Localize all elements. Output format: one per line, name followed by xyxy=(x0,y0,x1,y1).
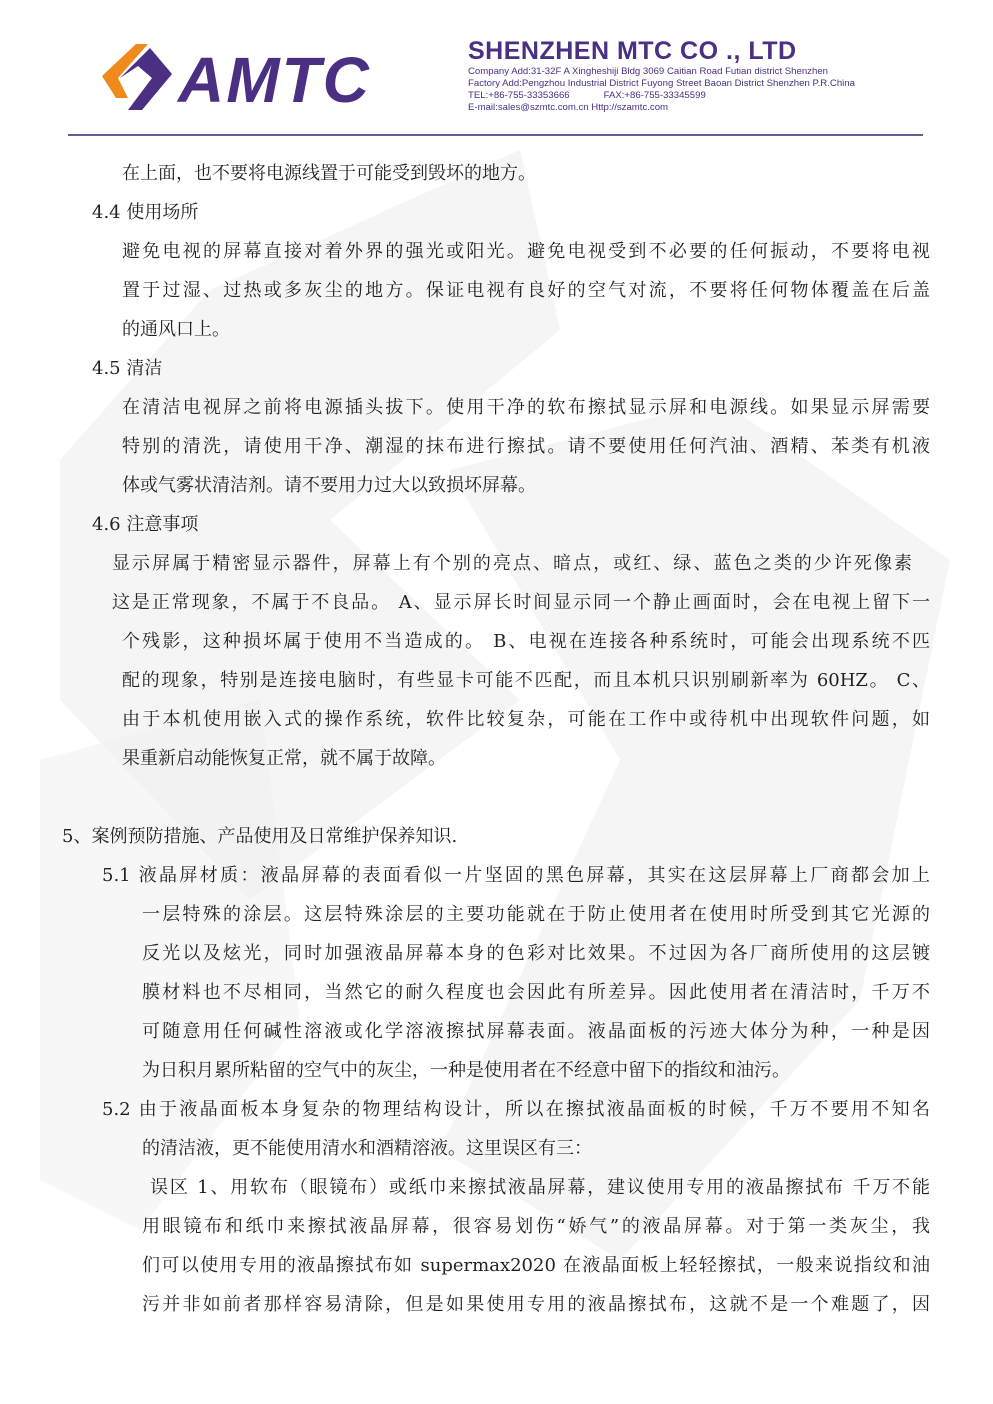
section-heading-4-5: 4.5 清洁 xyxy=(92,358,163,379)
tel: TEL:+86-755-33353666 xyxy=(468,90,570,101)
contact-email-web: E-mail:sales@szmtc.com.cn Http://szamtc.com xyxy=(468,102,669,113)
factory-address: Factory Add:Pengzhou Industrial District Fuyong Street Baoan District Shenzhen P.R.China xyxy=(468,78,855,89)
contact-phone-fax xyxy=(468,90,938,102)
paragraph-line: 这是正常现象，不属于不良品。 A、显示屏长时间显示同一个静止画面时，会在电视上留下一 xyxy=(112,592,930,613)
company-name: SHENZHEN MTC CO ., LTD xyxy=(468,37,797,65)
paragraph-line: 膜材料也不尽相同，当然它的耐久程度也会因此有所差异。因此使用者在清洁时，千万不 xyxy=(142,982,930,1003)
paragraph-line: 污并非如前者那样容易清除，但是如果使用专用的液晶擦拭布，这就不是一个难题了，因 xyxy=(142,1294,930,1315)
paragraph-line: 为日积月累所粘留的空气中的灰尘，一种是使用者在不经意中留下的指纹和油污。 xyxy=(142,1060,790,1081)
paragraph-line: 的通风口上。 xyxy=(122,319,230,340)
paragraph-line: 在上面，也不要将电源线置于可能受到毁坏的地方。 xyxy=(122,163,536,184)
paragraph-line: 5.2 由于液晶面板本身复杂的物理结构设计，所以在擦拭液晶面板的时候，千万不要用不知名 xyxy=(102,1099,930,1120)
paragraph-line: 显示屏属于精密显示器件，屏幕上有个别的亮点、暗点，或红、绿、蓝色之类的少许死像素 xyxy=(112,553,912,574)
paragraph-line: 置于过湿、过热或多灰尘的地方。保证电视有良好的空气对流，不要将任何物体覆盖在后盖 xyxy=(122,280,930,301)
company-address: Company Add:31-32F A Xingheshiji Bldg 3069 Caitian Road Futian district Shenzhen xyxy=(468,66,828,77)
paragraph-line: 误区 1、用软布（眼镜布）或纸巾来擦拭液晶屏幕，建议使用专用的液晶擦拭布 千万不能 xyxy=(150,1177,930,1198)
paragraph-line: 反光以及炫光，同时加强液晶屏幕本身的色彩对比效果。不过因为各厂商所使用的这层镀 xyxy=(142,943,930,964)
paragraph-line: 配的现象，特别是连接电脑时，有些显卡可能不匹配，而且本机只识别刷新率为 60HZ。 C、 xyxy=(122,670,930,691)
letterhead xyxy=(0,0,993,140)
company-info xyxy=(468,36,938,114)
header-divider xyxy=(68,134,923,136)
section-heading-5: 5、案例预防措施、产品使用及日常维护保养知识. xyxy=(62,826,458,847)
paragraph-line: 可随意用任何碱性溶液或化学溶液擦拭屏幕表面。液晶面板的污迹大体分为种，一种是因 xyxy=(142,1021,930,1042)
fax: FAX:+86-755-33345599 xyxy=(603,90,706,101)
paragraph-line: 特别的清洗，请使用干净、潮湿的抹布进行擦拭。请不要使用任何汽油、酒精、苯类有机液 xyxy=(122,436,930,457)
paragraph-line: 由于本机使用嵌入式的操作系统，软件比较复杂，可能在工作中或待机中出现软件问题，如 xyxy=(122,709,930,730)
paragraph-line: 在清洁电视屏之前将电源插头拔下。使用干净的软布擦拭显示屏和电源线。如果显示屏需要 xyxy=(122,397,930,418)
logo-orange-chevron xyxy=(102,44,148,98)
logo-text: AMTC xyxy=(178,44,371,116)
paragraph-line: 5.1 液晶屏材质：液晶屏幕的表面看似一片坚固的黑色屏幕，其实在这层屏幕上厂商都会加上 xyxy=(102,865,930,886)
paragraph-line: 避免电视的屏幕直接对着外界的强光或阳光。避免电视受到不必要的任何振动，不要将电视 xyxy=(122,241,930,262)
paragraph-line: 体或气雾状清洁剂。请不要用力过大以致损坏屏幕。 xyxy=(122,475,536,496)
paragraph-line: 果重新启动能恢复正常，就不属于故障。 xyxy=(122,748,446,769)
paragraph-line: 一层特殊的涂层。这层特殊涂层的主要功能就在于防止使用者在使用时所受到其它光源的 xyxy=(142,904,930,925)
paragraph-line: 们可以使用专用的液晶擦拭布如 supermax2020 在液晶面板上轻轻擦拭，一般来说指纹和油 xyxy=(142,1255,930,1276)
paragraph-line: 的清洁液，更不能使用清水和酒精溶液。这里误区有三： xyxy=(142,1138,592,1159)
section-heading-4-6: 4.6 注意事项 xyxy=(92,514,199,535)
amtc-logo xyxy=(98,36,448,122)
paragraph-line: 用眼镜布和纸巾来擦拭液晶屏幕，很容易划伤“娇气”的液晶屏幕。对于第一类灰尘，我 xyxy=(142,1216,930,1237)
paragraph-line: 个残影，这种损坏属于使用不当造成的。 B、电视在连接各种系统时，可能会出现系统不匹 xyxy=(122,631,930,652)
section-heading-4-4: 4.4 使用场所 xyxy=(92,202,199,223)
